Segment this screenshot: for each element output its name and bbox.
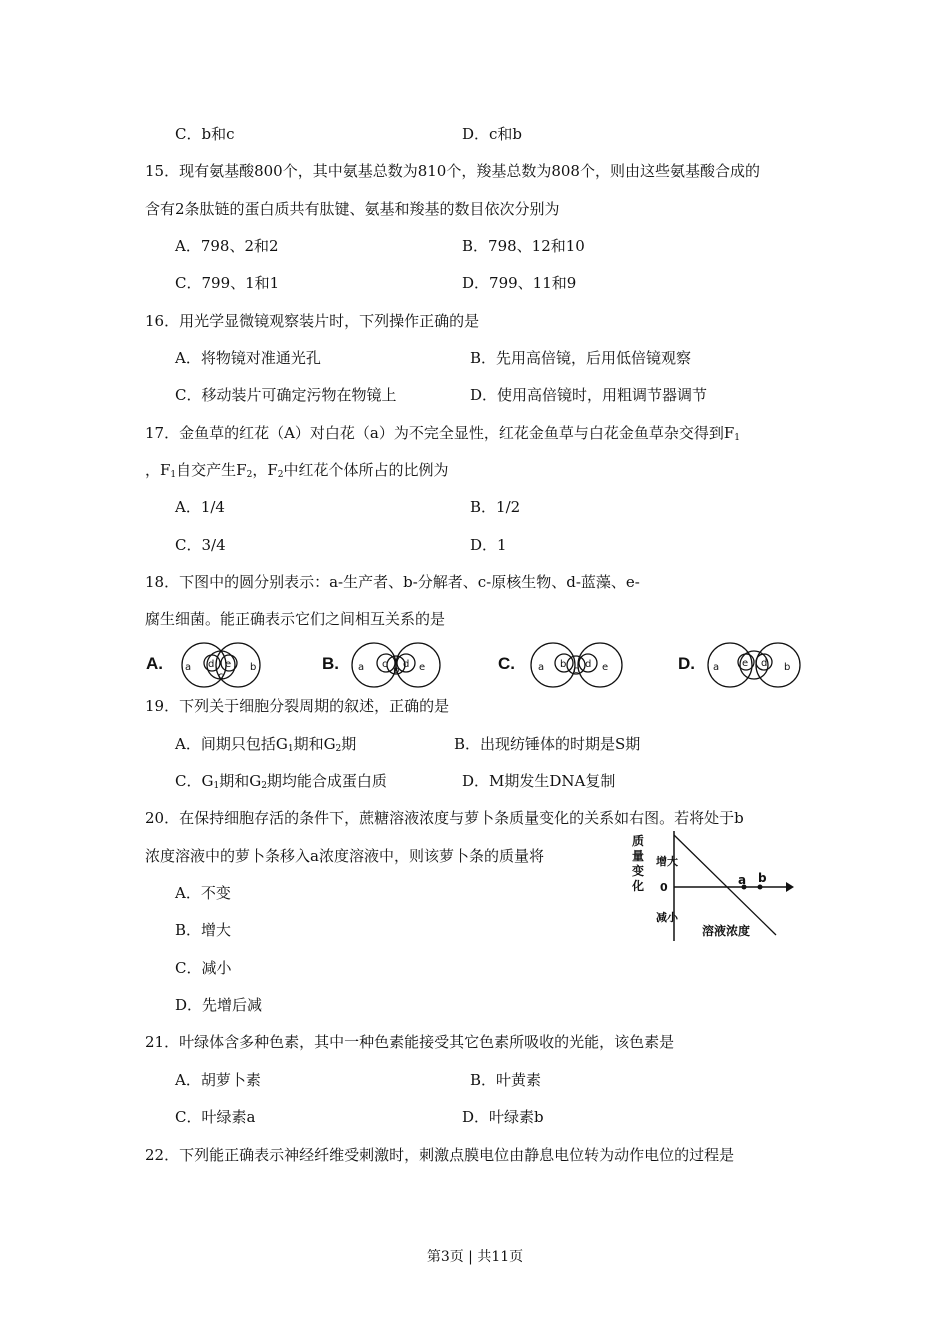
q16-option-d: D．使用高倍镜时，用粗调节器调节 [470, 386, 708, 404]
svg-text:d: d [761, 658, 768, 669]
q18-stem-line1: 18．下图中的圆分别表示：a-生产者、b-分解者、c-原核生物、d-蓝藻、e- [145, 573, 640, 591]
q20-option-b: B．增大 [175, 921, 232, 939]
graph-label-zero: 0 [660, 881, 668, 894]
q21-option-b: B．叶黄素 [470, 1071, 542, 1089]
q16-option-c: C．移动装片可确定污物在物镜上 [175, 386, 397, 404]
q20-option-a: A．不变 [175, 884, 231, 902]
q18-venn-option-a [146, 642, 276, 688]
svg-text:c: c [382, 659, 388, 670]
svg-text:b: b [393, 665, 400, 676]
q17-option-c: C．3/4 [175, 536, 226, 554]
q17-option-d: D．1 [470, 536, 507, 554]
svg-text:e: e [419, 662, 426, 673]
graph-point-b [758, 885, 763, 890]
q18-venn-option-b [322, 642, 452, 688]
q20-stem-line1: 20．在保持细胞存活的条件下，蔗糖溶液浓度与萝卜条质量变化的关系如右图。若将处于b [145, 809, 744, 827]
q18-venn-option-d [678, 642, 808, 688]
graph-point-a-label: a [738, 873, 747, 887]
q17-option-a: A．1/4 [175, 498, 225, 516]
q16-option-b: B．先用高倍镜，后用低倍镜观察 [470, 349, 692, 367]
q14-option-d: D．c和b [462, 125, 523, 143]
svg-text:d: d [208, 659, 215, 670]
q19-option-b: B．出现纺锤体的时期是S期 [454, 735, 641, 753]
svg-text:d: d [403, 659, 410, 670]
q18-venn-label-c: C. [498, 654, 515, 673]
svg-text:e: e [225, 659, 232, 670]
q15-option-b: B．798、12和10 [462, 237, 585, 255]
q16-option-a: A．将物镜对准通光孔 [175, 349, 321, 367]
q15-stem-line1: 15．现有氨基酸800个，其中氨基总数为810个，羧基总数为808个，则由这些氨基酸合成的 [145, 162, 760, 180]
svg-text:c: c [218, 671, 224, 682]
q19-option-c: C．$G_1$期和$G_2$期均能合成蛋白质 [175, 772, 387, 791]
q18-venn-label-a: A. [146, 654, 163, 673]
q14-option-c: C．b和c [175, 125, 235, 143]
q20-mass-change-graph [626, 825, 796, 945]
q19-option-a: A．间期只包括$G_1$期和$G_2$期 [175, 735, 357, 754]
q21-option-d: D．叶绿素b [462, 1108, 544, 1126]
q17-stem-line1: 17．金鱼草的红花（A）对白花（a）为不完全显性，红花金鱼草与白花金鱼草杂交得到$F_1$ [145, 424, 741, 443]
svg-text:b: b [250, 662, 257, 673]
q17-option-b: B．1/2 [470, 498, 521, 516]
svg-text:a: a [185, 662, 192, 673]
q16-stem: 16．用光学显微镜观察装片时，下列操作正确的是 [145, 312, 480, 330]
q20-option-d: D．先增后减 [175, 996, 263, 1014]
svg-text:b: b [560, 659, 567, 670]
graph-x-label: 溶液浓度 [702, 924, 751, 938]
graph-y-label: 质量变化 [632, 834, 645, 893]
page-footer: 第3页 | 共11页 [426, 1249, 524, 1265]
graph-point-b-label: b [758, 871, 767, 885]
q21-stem: 21．叶绿体含多种色素，其中一种色素能接受其它色素所吸收的光能，该色素是 [145, 1033, 675, 1051]
svg-text:d: d [585, 659, 592, 670]
svg-text:e: e [602, 662, 609, 673]
svg-text:a: a [713, 662, 720, 673]
svg-text:b: b [784, 662, 791, 673]
q17-stem-line2: ，$F_1$自交产生$F_2$，$F_2$中红花个体所占的比例为 [145, 461, 449, 480]
graph-label-increase: 增大 [656, 855, 678, 868]
graph-label-decrease: 减小 [656, 911, 678, 924]
q22-stem: 22．下列能正确表示神经纤维受刺激时，刺激点膜电位由静息电位转为动作电位的过程是 [145, 1146, 735, 1164]
q15-option-d: D．799、11和9 [462, 274, 577, 292]
q21-option-c: C．叶绿素a [175, 1108, 256, 1126]
q15-option-c: C．799、1和1 [175, 274, 280, 292]
svg-text:a: a [538, 662, 545, 673]
q18-venn-option-c [498, 642, 633, 688]
q20-option-c: C．减小 [175, 959, 232, 977]
q19-stem: 19．下列关于细胞分裂周期的叙述，正确的是 [145, 697, 450, 715]
svg-text:e: e [742, 658, 749, 669]
q15-stem-line2: 含有2条肽链的蛋白质共有肽键、氨基和羧基的数目依次分别为 [145, 200, 560, 218]
q15-option-a: A．798、2和2 [175, 237, 279, 255]
svg-text:a: a [358, 662, 365, 673]
q18-venn-label-d: D. [678, 654, 695, 673]
q18-venn-label-b: B. [322, 654, 339, 673]
q18-stem-line2: 腐生细菌。能正确表示它们之间相互关系的是 [145, 610, 446, 628]
graph-x-arrow [786, 882, 794, 892]
svg-text:c: c [573, 665, 579, 676]
q21-option-a: A．胡萝卜素 [175, 1071, 261, 1089]
q19-option-d: D．M期发生DNA复制 [462, 772, 616, 790]
q20-stem-line2: 浓度溶液中的萝卜条移入a浓度溶液中，则该萝卜条的质量将 [145, 847, 544, 865]
